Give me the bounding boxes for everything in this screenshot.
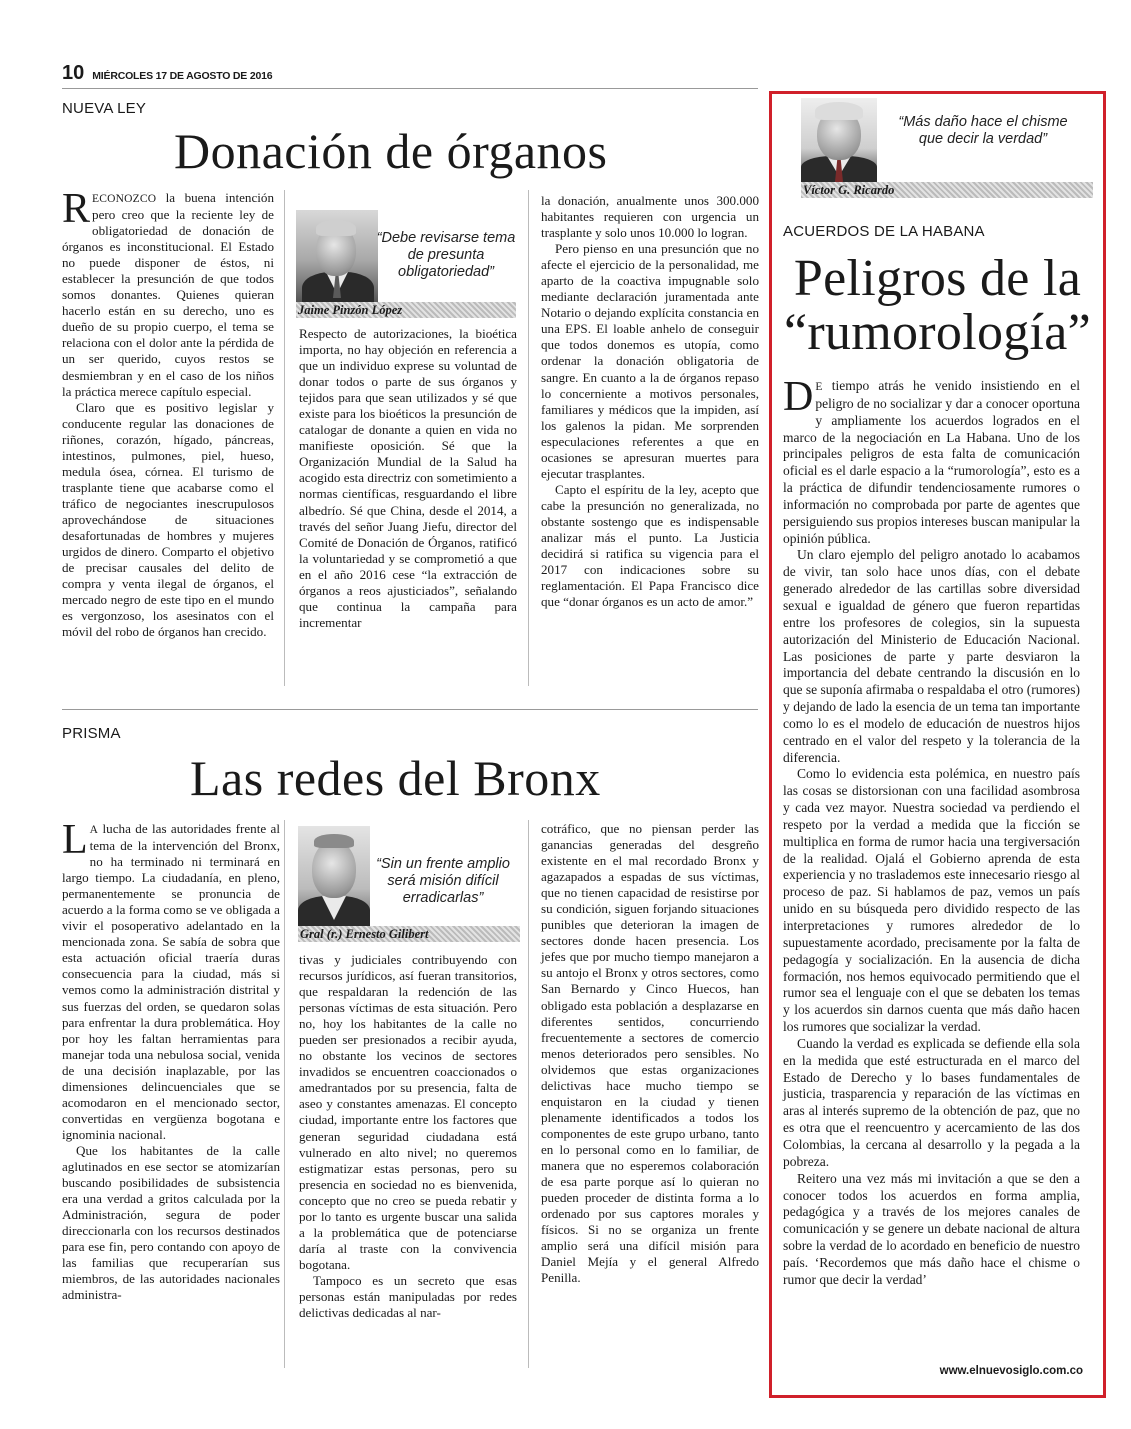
article2-column-3 — [541, 821, 759, 1286]
footer-website: www.elnuevosiglo.com.co — [939, 1365, 1083, 1377]
article3-paragraph: Un claro ejemplo del peligro anotado lo acabamos de vivir, tan solo hace unos días, con el debate generado alrededor de las cartillas sobre diversidad sexual e igualdad de género que fueron repartidas entre los profesores de colegios, sin la supuesta autorización del Ministerio de Educación Nacional. Las posiciones de parte y parte desviaron la importancia del debate centrando la discusión en lo que se suponía afirmaba o respaldaba el otro (rumores) y dejando de lado la esencia de un tema tan importante como lo es el modelo de educación de nuestros hijos centrado en el valor del respeto y la tolerancia de la diferencia. — [783, 547, 1080, 765]
section-tag-acuerdos: ACUERDOS DE LA HABANA — [783, 223, 985, 240]
article2-pull-quote — [298, 826, 520, 944]
article3-paragraph: Como lo evidencia esta polémica, en nuestro país las cosas se distorsionan con una facilidad asombrosa y cada vez mayor. Nuestra sociedad va perdiendo el respeto por la verdad a medida que la ficción se multiplica en forma de rumor hacia una tergiversación de la realidad. Ojalá el Gobierno aprenda de esta experiencia y no traslademos este innecesario riesgo al proceso de paz. Si hablamos de paz, vemos un país unido en su búsqueda pero dividido respecto de las interpretaciones y rumores alrededor de lo supuestamente acordado, precisamente por la falta de pedagogía y socialización. En la ausencia de dicha formación, nos hemos equivocado permitiendo que el rumor sea el lenguaje con el que se debaten los temas y los acuerdos sin darnos cuenta que más daño hacen los rumores que socializar la verdad. — [783, 766, 1080, 1035]
article2-paragraph: Que los habitantes de la calle aglutinados en ese sector se atomizarían buscando posibilidades de subsistencia era una verdad a gritos calculada por la Administración, segura de poder direccionarla con los recursos destinados para ese fin, pero contando con apoyo de las familias que recuperarían sus miembros, de las autoridades nacionales administra- — [62, 1142, 280, 1303]
article2-paragraph: tivas y judiciales contribuyendo con recursos jurídicos, así fueran transitorios, que respaldaran la redención de las personas víctimas de esta situación. Pero no, hoy los habitantes de la calle no pueden ser presionados a recibir ayuda, no obstante los vecinos de sectores invadidos se encuentren coaccionados o amedrantados por su presencia, falta de aseo y constantes amenazas. El concepto ciudad, importante entre los factores que generan seguridad ciudadana está vulnerado en alto nivel; no queremos estigmatizar estas personas, pero su presencia en sociedad no es bienvenida, concepto que no creo se pueda rebatir y por lo tanto es urgente buscar una salida a la problemática que de potenciarse daría al traste con la convivencia bogotana. — [299, 952, 517, 1272]
article1-paragraph: la donación, anualmente unos 300.000 habitantes requieren con urgencia un trasplante y solo unos 10.000 lo logran. — [541, 193, 759, 241]
article1-column-3 — [541, 193, 759, 610]
article1-pull-quote — [296, 200, 516, 318]
column-divider — [528, 820, 529, 1368]
author-portrait — [801, 98, 877, 182]
header-divider — [62, 88, 758, 89]
column-divider — [284, 820, 285, 1368]
article1-paragraph: Claro que es positivo legislar y conducente regular las donaciones de riñones, corazón, hígado, páncreas, intestinos, pulmones, piel, hueso, medula ósea, córnea. El turismo de trasplante tiene que acabarse como el tráfico de negociantes inescrupulosos aprovechándose de situaciones desafortunadas de hombres y mujeres urgidos de dinero. Comparto el objetivo de precisar causales del delito de compra y venta ilegal de órganos, el mercado negro de este tipo en el mundo es vergonzoso, los asesinatos con el móvil del robo de órganos han crecido. — [62, 399, 274, 640]
article-divider — [62, 709, 758, 710]
article2-paragraph: Tampoco es un secreto que esas personas están manipuladas por redes delictivas dedicadas al nar- — [299, 1272, 517, 1321]
headline-line-1: Peligros de la — [793, 250, 1082, 307]
article1-paragraph: RECONOZCO la buena intención pero creo que la reciente ley de obligatoriedad de donación de órganos es inconstitucional. El Estado no puede disponer de éstos, ni establecer la presunción de que todos somos donantes. Quienes quieran hacerlo están en su derecho, uno es dueño de su propio cuerpo, el tema se relaciona con el dolor ante la pérdida de un ser querido, cuyos restos se desmiembran y en el caso de los niños la práctica merece capítulo especial. — [62, 186, 274, 399]
column-divider — [528, 190, 529, 686]
author-portrait — [298, 826, 370, 930]
author-portrait — [296, 210, 378, 302]
page-number: 10 — [62, 62, 85, 84]
pull-quote-text: “Sin un frente amplio será misión difícil erradicarlas” — [376, 856, 510, 906]
article1-paragraph: Capto el espíritu de la ley, acepto que cabe la presunción no generalizada, no obstante sostengo que es indispensable analizar más el punto. La Justicia decidirá si ratifica su vigencia para el 2017 con indicaciones sobre su reglamentación. El Papa Francisco dice que “donar órganos es un acto de amor.” — [541, 481, 759, 610]
article2-paragraph: L A lucha de las autoridades frente al tema de la intervención del Bronx, no ha terminado ni terminará en largo tiempo. La ciudadanía, en pleno, permanentemente se pronuncia de acuerdo a la forma como se ve obligada a vivir el posoperativo adelantado en la mencionada zona. Se sabía de sobra que esta actuación oficial traería duras consecuencia para la ciudad, más si vemos como la administración distrital y sus fuerzas del orden, se quedaron solas para enfrentar la dura problemática. Hoy por hoy les faltan herramientas para manejar toda una nebulosa social, venida de una decisión inaplazable, por las dimensiones delincuenciales que se acomodaron en el mencionado sector, convertidas en vergüenza bogotana e ignominia nacional. — [62, 817, 280, 1142]
article3-paragraph: D E tiempo atrás he venido insistiendo en el peligro de no socializar y dar a conocer oportuna y ampliamente los acuerdos logrados en el marco de la negociación en La Habana. Uno de los principales peligros de esta falta de comunicación oficial es el darle espacio a la “rumorología”, esto es a la práctica de difundir tendenciosamente rumores o información no comprobada por parte de agentes que persiguiendo sus propios intereses buscan manipular la opinión pública. — [783, 374, 1080, 546]
headline-donacion: Donación de órganos — [174, 123, 608, 179]
article2-paragraph: cotráfico, que no piensan perder las ganancias generadas del desgreño existente en el mal recordado Bronx y agazapados a espadas de sus víctimas, que no tienen capacidad de resistirse por su condición, siguen forjando situaciones punibles que deterioran la imagen de sectores donde hacen presencia. Los jefes que por mucho tiempo manejaron a su antojo el Bronx y otros sectores, como San Bernardo y Cinco Huecos, han obligado esta población a desplazarse en diferentes sentidos, concurriendo frecuentemente a sectores de comercio menos deteriorados pero sensibles. No olvidemos que estas organizaciones delictivas hace mucho tiempo se enquistaron en la ciudad y tienen plenamente identificados a todos los componentes de este grupo urbano, tanto en lo personal como en lo familiar, de manera que no esperemos colaboración de esa parte porque así lo quieran no pueden proceder de distinta forma a lo ordenado por sus captores morales y físicos. Si no se organiza un frente amplio será una difícil misión para Daniel Mejía y el general Alfredo Penilla. — [541, 821, 759, 1286]
headline-peligros — [772, 252, 1103, 360]
article1-paragraph: Respecto de autorizaciones, la bioética importa, no hay objeción en referencia a que un individuo exprese su voluntad de donar todos o parte de sus órganos y tejidos para que sean utilizados y sé que existe para los bioéticos la presunción de catalogar de donante a quien en vida no manifieste oposición. Sé que la Organización Mundial de la Salud ha acogido esta directriz con sometimiento a normas científicas, resguardando el libre albedrío. Sé que China, desde el 2014, a través del señor Juang Jiefu, director del Comité de Donación de Órganos, ratificó la voluntariedad y se comprometió a que en el año 2016 cese “la extracción de órganos a reos ajusticiados”, señalando que continua la campaña para incrementar — [299, 326, 517, 630]
page-header — [62, 62, 272, 85]
article2-column-1 — [62, 817, 280, 1303]
author-name: Víctor G. Ricardo — [801, 182, 1093, 198]
section-tag-prisma: PRISMA — [62, 725, 121, 742]
article3-pull-quote — [797, 94, 1097, 198]
author-name: Gral (r.) Ernesto Gilibert — [298, 926, 520, 942]
dropcap: R — [62, 186, 91, 232]
headline-line-2: “rumorología” — [783, 304, 1092, 361]
article3-paragraph: Cuando la verdad es explicada se defiende ella sola en la medida que esté estructurada en el marco del Estado de Derecho y lo bases fundamentales de justicia, trasparencia y reparación de las víctimas en aras al interés supremo de la obtención de paz, que no es otra que el reencuentro y acercamiento de las dos Colombias, la cercana al desarrollo y la pegada a la pobreza. — [783, 1035, 1080, 1169]
pull-quote-text: “Más daño hace el chisme que decir la verdad” — [898, 114, 1068, 147]
dropcap: L — [62, 817, 88, 863]
article2-column-2 — [299, 952, 517, 1321]
page-date: MIÉRCOLES 17 DE AGOSTO DE 2016 — [92, 70, 273, 82]
article3-body — [783, 374, 1080, 1289]
article1-column-2 — [299, 326, 517, 631]
pull-quote-text: “Debe revisarse tema de presunta obligatoriedad” — [376, 230, 516, 280]
article3-paragraph: Reitero una vez más mi invitación a que se den a conocer todos los acuerdos en forma amplia, pedagógica y a través de los mejores canales de comunicación y se genere un debate nacional de altura sobre la verdad de lo acordado en beneficio de nuestro país. ‘Recordemos que más daño hace el chisme o rumor que decir la verdad’ — [783, 1170, 1080, 1287]
column-divider — [284, 190, 285, 686]
article1-paragraph: Pero pienso en una presunción que no afecte el ejercicio de la personalidad, me aparto de la coactiva impugnable solo mediante declaración juramentada ante Notario o dejando explícita constancia en una EPS. El loable anhelo de conseguir que todos donemos es utopía, como ordenar la donación obligatoria de sangre. En cuanto a la de órganos repaso lo concerniente a motivos personales, familiares y médicos que la impiden, así los galenos la pidan. Me sorprenden especulaciones referentes a que en ocasiones se apresuran muertes para ejecutar trasplantes. — [541, 241, 759, 481]
author-name: Jaime Pinzón López — [296, 302, 516, 318]
dropcap: D — [783, 374, 814, 420]
section-tag-nueva-ley: NUEVA LEY — [62, 100, 147, 117]
article1-column-1 — [62, 186, 274, 640]
headline-bronx: Las redes del Bronx — [190, 750, 601, 806]
